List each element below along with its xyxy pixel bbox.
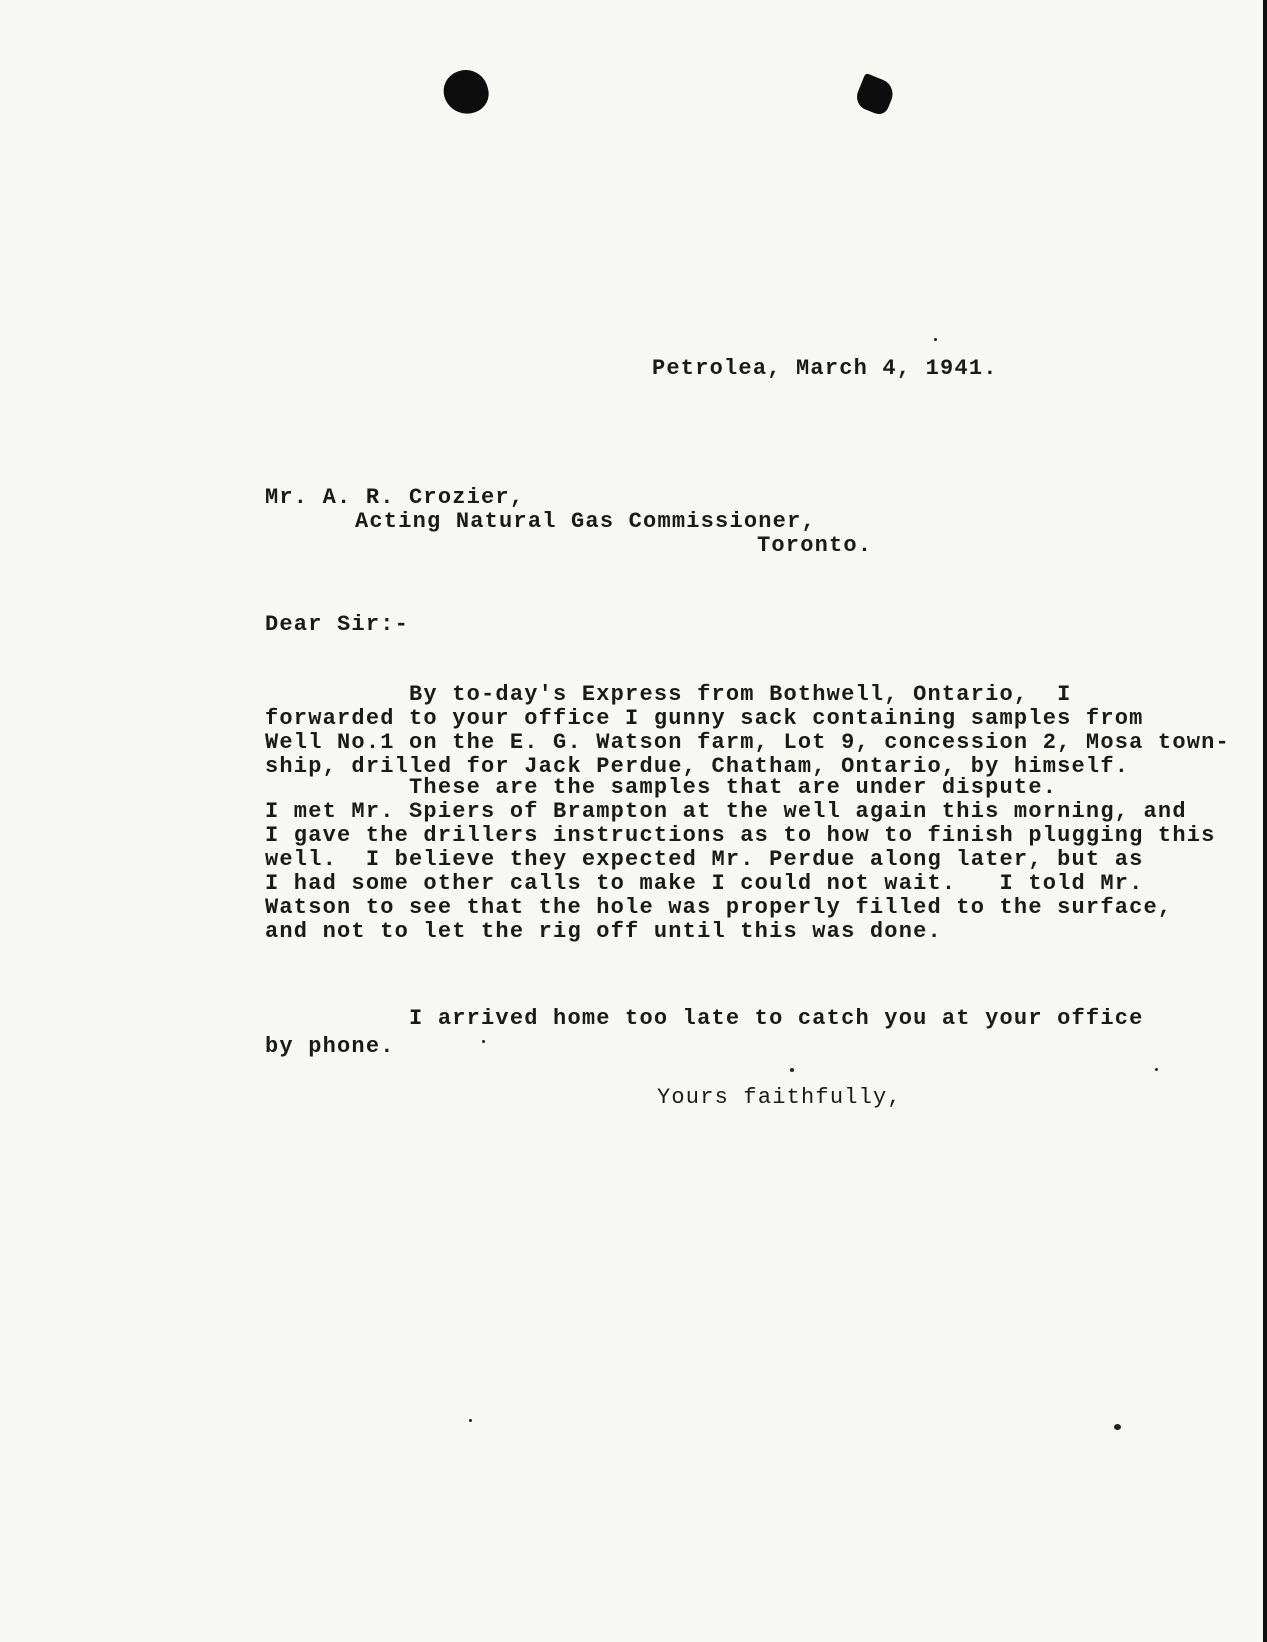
paragraph-line: Watson to see that the hole was properly filled to the surface, <box>265 895 1173 920</box>
paragraph-line: forwarded to your office I gunny sack containing samples from <box>265 706 1144 731</box>
paragraph-line: and not to let the rig off until this was done. <box>265 919 942 944</box>
recipient-name: Mr. A. R. Crozier, <box>265 485 525 510</box>
speck <box>482 1040 485 1043</box>
dateline: Petrolea, March 4, 1941. <box>652 356 998 381</box>
paragraph-line: I gave the drillers instructions as to how to finish plugging this <box>265 823 1216 848</box>
paragraph-line: I arrived home too late to catch you at your office <box>265 1006 1144 1031</box>
paragraph-line: I had some other calls to make I could not wait. I told Mr. <box>265 871 1144 896</box>
salutation: Dear Sir:- <box>265 612 410 637</box>
paragraph-line: by phone. <box>265 1034 395 1059</box>
paragraph-line: These are the samples that are under dispute. <box>265 775 1058 800</box>
paragraph-line: I met Mr. Spiers of Brampton at the well again this morning, and <box>265 799 1187 824</box>
punch-hole-left <box>438 64 493 119</box>
recipient-city: Toronto. <box>757 533 873 558</box>
speck <box>1155 1068 1158 1071</box>
paragraph-line: ship, drilled for Jack Perdue, Chatham, Ontario, by himself. <box>265 754 1130 779</box>
speck <box>469 1419 472 1422</box>
paragraph-line: By to-day's Express from Bothwell, Ontario, I <box>265 682 1072 707</box>
scan-edge <box>1263 0 1267 1642</box>
speck <box>934 338 937 341</box>
speck <box>790 1068 794 1072</box>
closing: Yours faithfully, <box>657 1085 902 1110</box>
punch-hole-right <box>853 73 897 117</box>
paragraph-line: Well No.1 on the E. G. Watson farm, Lot 9, concession 2, Mosa town- <box>265 730 1230 755</box>
recipient-title: Acting Natural Gas Commissioner, <box>355 509 816 534</box>
speck <box>1114 1424 1121 1430</box>
paragraph-line: well. I believe they expected Mr. Perdue along later, but as <box>265 847 1144 872</box>
